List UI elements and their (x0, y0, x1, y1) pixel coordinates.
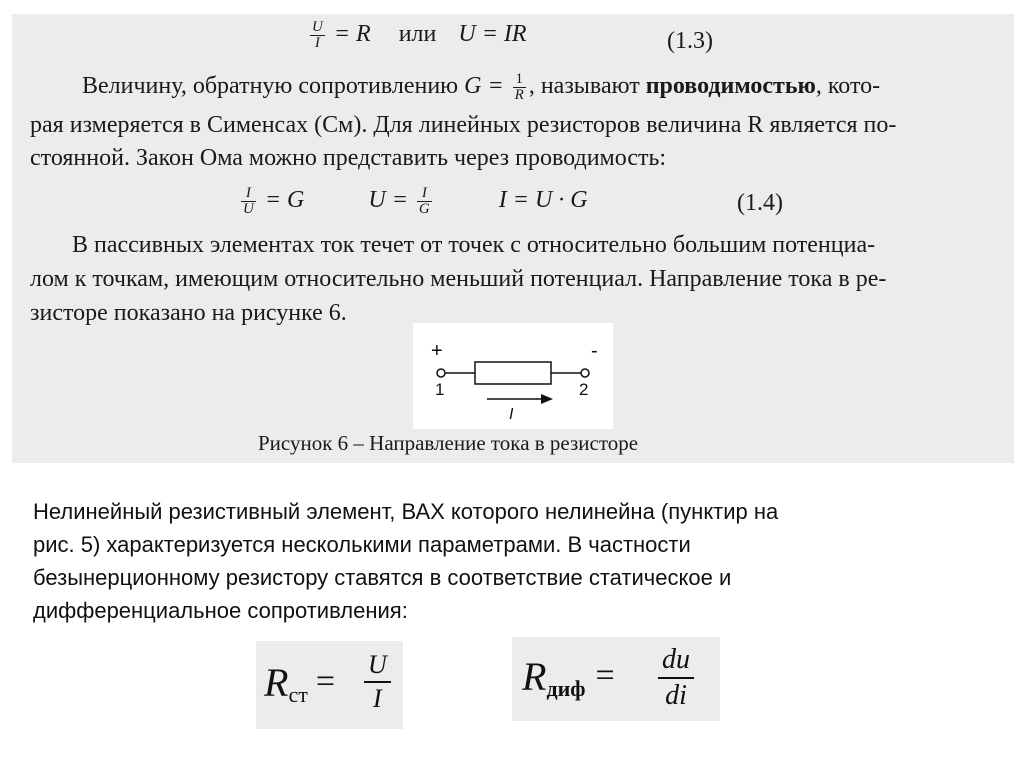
fraction-du-over-di: $\frac{du}{di}$ (658, 643, 694, 713)
resistor-figure (413, 323, 613, 429)
paragraph-2-line-1: В пассивных элементах ток течет от точек с относительно большим потенциа- (72, 232, 876, 258)
body-line-1: Нелинейный резистивный элемент, ВАХ которого нелинейна (пунктир на (33, 499, 779, 524)
fraction-i-over-u: $\frac{I}{U}$ (243, 185, 254, 217)
body-line-3: безынерционному резистору ставятся в соответствие статическое и (33, 565, 732, 590)
body-line-2: рис. 5) характеризуется несколькими параметрами. В частности (33, 532, 691, 557)
terminal-1-label: 1 (435, 380, 445, 399)
figure-caption: Рисунок 6 – Направление тока в резисторе (258, 431, 639, 455)
arrow-head-icon (541, 394, 553, 404)
differential-resistance-formula: Rдиф = $\frac{du}{di}$ (512, 637, 720, 721)
fraction-u-over-i-large: $\frac{U}{I}$ (364, 649, 391, 715)
equation-number-1-3: (1.3) (667, 28, 713, 54)
paragraph-2-line-2: лом к точкам, имеющим относительно меньший потенциал. Направление тока в ре- (30, 266, 887, 292)
fraction-one-over-r: $\frac{1}{R}$ (514, 71, 524, 103)
paragraph-1-line-3: стоянной. Закон Ома можно представить через проводимость: (30, 145, 667, 171)
paragraph-1-line-2: рая измеряется в Сименсах (См). Для линейных резисторов величина R является по- (30, 112, 897, 138)
equation-number-1-4: (1.4) (737, 190, 783, 216)
static-resistance-formula: Rст = $\frac{U}{I}$ (256, 641, 403, 729)
body-line-4: дифференциальное сопротивления: (33, 598, 408, 623)
resistor-diagram (413, 323, 613, 429)
terminal-1 (437, 369, 445, 377)
fraction-u-over-i: $\frac{U}{I}$ (312, 19, 323, 51)
minus-sign: - (591, 340, 598, 362)
terminal-2 (581, 369, 589, 377)
paragraph-1-line-1: Величину, обратную сопротивлению G = $\frac{1}{R}$ , называют проводимостью, кото- (82, 71, 881, 103)
equation-1-3: $\frac{U}{I}$ = R или U = IR (312, 19, 527, 51)
terminal-2-label: 2 (579, 380, 589, 399)
equation-1-4: $\frac{I}{U}$ = G U = $\frac{I}{G}$ I = U · G (243, 185, 588, 217)
plus-sign: + (431, 340, 443, 362)
current-label: I (509, 406, 514, 423)
fraction-i-over-g: $\frac{I}{G}$ (418, 185, 430, 217)
paragraph-2-line-3: зисторе показано на рисунке 6. (30, 300, 347, 326)
resistor-body (475, 362, 551, 384)
